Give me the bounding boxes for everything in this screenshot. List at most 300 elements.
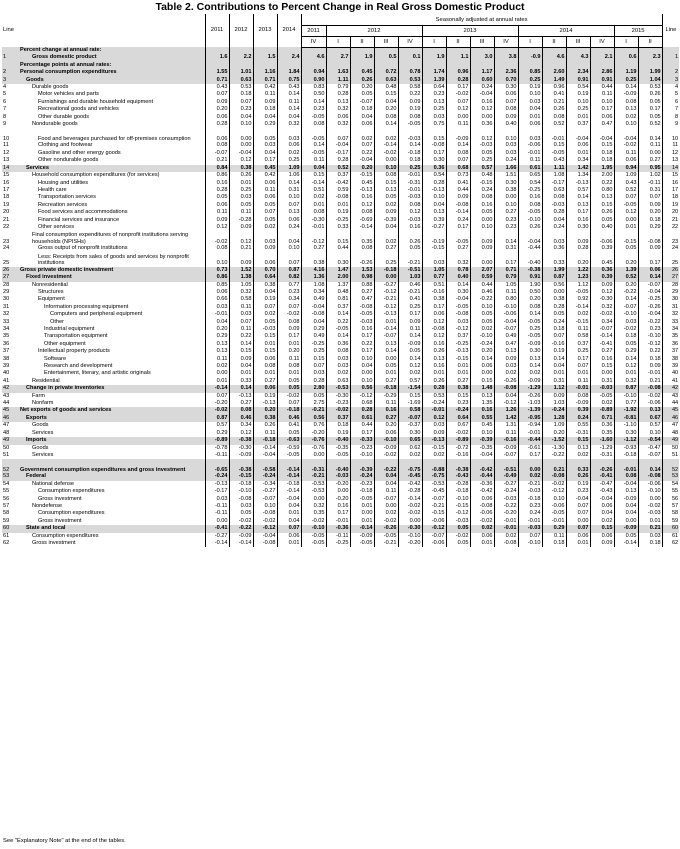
line-number: 44	[662, 400, 679, 407]
value-cell: 0.01	[542, 370, 566, 377]
value-cell: 0.08	[398, 202, 422, 209]
line-number: 38	[3, 355, 10, 362]
value-cell: -0.15	[350, 172, 374, 179]
value-cell: 0.18	[590, 150, 614, 157]
value-cell: 0.04	[518, 106, 542, 113]
table-row	[2, 121, 679, 128]
value-cell: 0.10	[350, 378, 374, 385]
value-cell: 0.41	[277, 422, 301, 429]
value-cell: 0.14	[638, 459, 662, 473]
value-cell: -0.02	[253, 518, 277, 525]
value-cell: 0.85	[216, 281, 228, 288]
row-label: Housing and utilities	[19, 180, 205, 187]
line-number: 8	[3, 113, 7, 120]
value-cell: 0.00	[374, 274, 398, 281]
value-cell: 0.07	[277, 253, 301, 267]
value-cell: -0.22	[638, 319, 662, 326]
value-cell: 0.04	[301, 319, 326, 326]
value-cell: -0.89	[205, 437, 229, 444]
value-cell: 0.52	[542, 121, 566, 128]
value-cell: -0.06	[638, 481, 662, 488]
value-cell: 0.06	[614, 157, 638, 164]
value-cell: 0.04	[350, 114, 374, 121]
value-cell: 0.14	[518, 311, 542, 318]
value-cell: 0.01	[614, 370, 638, 377]
value-cell: 0.28	[566, 245, 590, 252]
value-cell: 1.9	[350, 54, 374, 61]
table-row	[2, 187, 679, 194]
row-label: Structures	[19, 289, 205, 296]
row-label: Food services and accommodations	[19, 209, 205, 216]
value-cell: 0.13	[216, 340, 228, 347]
value-cell: -0.39	[374, 217, 398, 224]
value-cell: 0.01	[350, 518, 374, 525]
value-cell: 0.15	[398, 393, 422, 400]
value-cell: 2.80	[301, 385, 326, 392]
value-cell: -0.02	[614, 142, 638, 149]
value-cell: 0.28	[422, 180, 446, 187]
value-cell: 0.11	[614, 150, 638, 157]
value-cell: -0.12	[494, 400, 518, 407]
value-cell: -0.93	[614, 445, 638, 452]
line-number: 32	[3, 311, 10, 318]
quarter-header: III	[470, 36, 494, 47]
value-cell: 0.05	[277, 378, 301, 385]
value-cell: 0.23	[301, 106, 326, 113]
value-cell: 0.27	[374, 378, 398, 385]
value-cell: 0.12	[422, 333, 446, 340]
table-row	[2, 274, 679, 281]
value-cell: 1.42	[566, 165, 590, 172]
value-cell: -0.08	[350, 304, 374, 311]
value-cell: 0.87	[542, 274, 566, 281]
value-cell: -0.12	[422, 525, 446, 532]
value-cell: -0.02	[470, 518, 494, 525]
value-cell: -0.42	[470, 459, 494, 473]
value-cell: -0.26	[518, 393, 542, 400]
value-cell: 2.86	[590, 69, 614, 76]
value-cell: -0.03	[470, 142, 494, 149]
value-cell: 0.57	[398, 378, 422, 385]
value-cell: 0.08	[253, 363, 277, 370]
line-number: 55	[662, 488, 679, 495]
value-cell: -0.18	[229, 481, 253, 488]
value-cell: 0.08	[566, 393, 590, 400]
value-cell: 0.06	[470, 363, 494, 370]
value-cell: 0.02	[398, 452, 422, 459]
value-cell: 0.38	[301, 253, 326, 267]
value-cell: -0.09	[518, 341, 542, 348]
line-number: 21	[662, 217, 679, 224]
row-label: Consumption expenditures	[19, 510, 205, 517]
value-cell: 0.71	[205, 77, 229, 84]
value-cell: -0.04	[470, 452, 494, 459]
value-cell: 0.12	[470, 106, 494, 113]
value-cell: 0.14	[638, 128, 662, 142]
line-number: 15	[662, 172, 679, 179]
value-cell: 0.05	[638, 114, 662, 121]
value-cell: 0.11	[518, 157, 542, 164]
value-cell: 0.04	[614, 510, 638, 517]
quarter-header: II	[638, 36, 662, 47]
value-cell: 0.05	[470, 209, 494, 216]
value-cell: -0.10	[518, 217, 542, 224]
value-cell: -0.03	[638, 510, 662, 517]
value-cell: 0.00	[446, 114, 470, 121]
quarter-header: II	[542, 36, 566, 47]
value-cell: -0.04	[301, 304, 326, 311]
value-cell: 1.28	[542, 415, 566, 422]
value-cell: 0.78	[398, 69, 422, 76]
row-label: Software	[19, 356, 205, 363]
value-cell: 0.10	[518, 91, 542, 98]
value-cell: -0.21	[374, 296, 398, 303]
value-cell: 0.25	[614, 77, 638, 84]
line-number: 6	[662, 99, 679, 106]
value-cell: 0.17	[446, 224, 470, 231]
value-cell: 0.02	[277, 150, 301, 157]
value-cell: 0.15	[326, 231, 350, 245]
value-cell: 0.55	[470, 415, 494, 422]
value-cell: 1.08	[542, 172, 566, 179]
value-cell: 0.00	[326, 488, 350, 495]
value-cell: 1.12	[566, 282, 590, 289]
value-cell: 0.36	[326, 341, 350, 348]
value-cell: 0.02	[614, 114, 638, 121]
value-cell: 0.20	[374, 422, 398, 429]
value-cell: -0.04	[566, 496, 590, 503]
value-cell: 0.03	[518, 128, 542, 142]
value-cell: -1.29	[518, 385, 542, 392]
value-cell: 0.06	[277, 217, 301, 224]
value-cell: 0.40	[590, 224, 614, 231]
table-row	[2, 378, 679, 385]
value-cell: 0.03	[638, 533, 662, 540]
value-cell: 0.15	[470, 378, 494, 385]
value-cell: 0.10	[566, 99, 590, 106]
value-cell: 0.10	[590, 99, 614, 106]
value-cell: -0.02	[446, 430, 470, 437]
value-cell: 0.03	[422, 422, 446, 429]
value-cell: 0.02	[494, 370, 518, 377]
value-cell: 0.14	[542, 356, 566, 363]
line-number: 53	[2, 473, 19, 480]
value-cell: 0.12	[614, 209, 638, 216]
value-cell: 0.20	[374, 106, 398, 113]
value-cell: 0.30	[494, 84, 518, 91]
value-cell: 0.25	[374, 253, 398, 267]
value-cell: 0.41	[446, 180, 470, 187]
value-cell: 0.08	[229, 407, 253, 414]
value-cell: -0.09	[446, 128, 470, 142]
value-cell: -0.04	[566, 128, 590, 142]
value-cell	[566, 47, 590, 54]
value-cell: 0.27	[494, 209, 518, 216]
value-cell: 0.15	[542, 142, 566, 149]
value-cell: 0.25	[518, 77, 542, 84]
table-row	[2, 77, 679, 84]
value-cell: 0.34	[277, 296, 301, 303]
value-cell: 0.14	[614, 356, 638, 363]
line-number: 33	[3, 318, 10, 325]
value-cell: -0.05	[614, 202, 638, 209]
value-cell: 0.16	[374, 407, 398, 414]
line-number: 39	[3, 363, 10, 370]
value-cell: -0.58	[253, 459, 277, 473]
value-cell: -1.54	[398, 385, 422, 392]
value-cell: 0.06	[566, 142, 590, 149]
line-number: 11	[662, 142, 679, 149]
value-cell: 0.44	[350, 422, 374, 429]
line-number	[2, 47, 19, 54]
row-label: Entertainment, literary, and artistic originals	[19, 370, 205, 377]
value-cell: -0.01	[494, 518, 518, 525]
line-number: 12	[3, 149, 10, 156]
value-cell: 0.07	[277, 202, 301, 209]
table-row	[2, 194, 679, 201]
value-cell: -0.53	[301, 488, 326, 495]
value-cell: 0.12	[398, 363, 422, 370]
value-cell	[229, 47, 253, 54]
value-cell: 0.52	[614, 274, 638, 281]
value-cell: 0.03	[494, 142, 518, 149]
value-cell: -0.08	[542, 473, 566, 480]
row-label: Nondurable goods	[19, 121, 205, 128]
value-cell: 0.13	[614, 488, 638, 495]
value-cell: 0.01	[374, 370, 398, 377]
line-number: 59	[662, 518, 679, 525]
value-cell: 0.07	[253, 304, 277, 311]
value-cell	[518, 47, 542, 54]
value-cell: 0.07	[216, 91, 228, 98]
row-label: Nonresidential	[19, 282, 205, 289]
value-cell: 0.30	[494, 180, 518, 187]
row-label: Research and development	[19, 363, 205, 370]
value-cell: 0.06	[566, 533, 590, 540]
value-cell: 0.94	[614, 165, 638, 172]
value-cell: -0.10	[638, 488, 662, 495]
value-cell: 0.14	[277, 106, 301, 113]
value-cell: 1.47	[326, 267, 350, 274]
value-cell: 0.87	[614, 385, 638, 392]
value-cell: 0.11	[229, 326, 253, 333]
value-cell: 0.20	[614, 253, 638, 267]
value-cell: -0.34	[253, 481, 277, 488]
value-cell: -0.14	[446, 209, 470, 216]
table-row	[2, 54, 679, 61]
value-cell: 3.0	[470, 54, 494, 61]
value-cell: -0.02	[374, 150, 398, 157]
value-cell: -0.36	[326, 525, 350, 532]
value-cell: 1.84	[277, 69, 301, 76]
value-cell: -0.02	[277, 393, 301, 400]
value-cell: -0.21	[374, 540, 398, 547]
value-cell: -0.35	[326, 445, 350, 452]
value-cell: 0.49	[301, 296, 326, 303]
value-cell: 0.00	[229, 142, 253, 149]
row-label: Farm	[19, 393, 205, 400]
table-row	[2, 106, 679, 113]
value-cell: 0.94	[301, 69, 326, 76]
value-cell: -0.12	[350, 393, 374, 400]
value-cell: 0.10	[542, 496, 566, 503]
value-cell: 0.13	[422, 356, 446, 363]
value-cell: -0.81	[614, 415, 638, 422]
value-cell: 0.58	[566, 333, 590, 340]
line-number	[662, 62, 679, 69]
line-number: 18	[662, 194, 679, 201]
value-cell: -1.10	[614, 422, 638, 429]
value-cell: 0.06	[253, 253, 277, 267]
value-cell: 0.01	[277, 370, 301, 377]
quarter-year-header: 2012	[326, 25, 422, 36]
value-cell: 0.36	[470, 121, 494, 128]
value-cell	[422, 62, 446, 69]
value-cell: 0.15	[374, 91, 398, 98]
value-cell: 0.13	[422, 99, 446, 106]
value-cell: -0.15	[229, 473, 253, 480]
value-cell: -0.05	[326, 326, 350, 333]
value-cell: 0.64	[446, 415, 470, 422]
value-cell: 0.29	[216, 429, 228, 436]
line-number: 37	[3, 348, 10, 355]
line-number: 29	[3, 288, 10, 295]
table-row	[2, 128, 679, 142]
value-cell: -0.18	[277, 481, 301, 488]
value-cell: 0.16	[422, 341, 446, 348]
value-cell: -0.31	[566, 430, 590, 437]
value-cell: -0.02	[301, 518, 326, 525]
line-number: 31	[662, 304, 679, 311]
value-cell: 0.15	[253, 348, 277, 355]
value-cell: 0.31	[638, 187, 662, 194]
value-cell: 0.02	[590, 518, 614, 525]
value-cell: -0.27	[214, 532, 228, 539]
table-row	[2, 333, 679, 340]
value-cell: 0.21	[542, 459, 566, 473]
value-cell: -0.05	[350, 496, 374, 503]
section-label: Percent change at annual rate:	[19, 47, 205, 54]
value-cell: 0.86	[205, 274, 229, 281]
value-cell: -0.22	[229, 525, 253, 532]
value-cell: 0.02	[374, 231, 398, 245]
value-cell: 0.43	[614, 180, 638, 187]
value-cell: -0.07	[253, 496, 277, 503]
value-cell: -0.05	[350, 540, 374, 547]
value-cell: -1.12	[614, 437, 638, 444]
value-cell: 0.22	[326, 319, 350, 326]
value-cell: 0.05	[253, 217, 277, 224]
value-cell: 0.14	[446, 142, 470, 149]
value-cell: -0.13	[374, 311, 398, 318]
value-cell: -0.08	[494, 540, 518, 547]
value-cell: 0.29	[253, 121, 277, 128]
table-row	[2, 540, 679, 547]
value-cell	[446, 62, 470, 69]
value-cell: 0.09	[216, 98, 228, 105]
value-cell: 2.75	[301, 400, 326, 407]
row-label: Furnishings and durable household equipment	[19, 99, 205, 106]
value-cell: 0.14	[326, 311, 350, 318]
table-row	[2, 319, 679, 326]
line-header: Line	[662, 14, 679, 47]
section-label: Percentage points at annual rates:	[19, 62, 205, 69]
value-cell: 0.50	[301, 91, 326, 98]
value-cell: 0.01	[229, 370, 253, 377]
value-cell: 0.38	[422, 296, 446, 303]
value-cell: 0.06	[326, 114, 350, 121]
value-cell	[277, 62, 301, 69]
line-number: 15	[3, 172, 10, 179]
value-cell: 0.34	[566, 157, 590, 164]
value-cell: 0.51	[301, 187, 326, 194]
value-cell: 0.27	[590, 348, 614, 355]
value-cell: 0.05	[446, 540, 470, 547]
value-cell: 1.16	[253, 69, 277, 76]
value-cell: -0.23	[326, 400, 350, 407]
value-cell: 0.15	[253, 333, 277, 340]
value-cell: 0.17	[422, 304, 446, 311]
line-number: 24	[662, 245, 679, 252]
value-cell: 0.02	[398, 370, 422, 377]
value-cell: -0.24	[253, 473, 277, 480]
value-cell: 0.12	[590, 289, 614, 296]
value-cell: 0.00	[638, 496, 662, 503]
value-cell: 0.04	[301, 165, 326, 172]
value-cell: 1.12	[542, 385, 566, 392]
value-cell: 0.02	[350, 128, 374, 142]
value-cell: -0.18	[350, 488, 374, 495]
value-cell: 0.16	[216, 179, 228, 186]
value-cell: 0.09	[470, 245, 494, 252]
value-cell: 0.16	[350, 194, 374, 201]
value-cell: 0.05	[350, 91, 374, 98]
value-cell: 0.09	[398, 99, 422, 106]
value-cell: -0.08	[253, 510, 277, 517]
value-cell	[253, 47, 277, 54]
row-label: Equipment	[19, 296, 205, 303]
value-cell: 0.22	[229, 333, 253, 340]
value-cell: 0.23	[422, 91, 446, 98]
value-cell: 0.14	[494, 231, 518, 245]
line-number: 54	[662, 481, 679, 488]
value-cell: 0.08	[301, 209, 326, 216]
value-cell: 0.36	[422, 165, 446, 172]
value-cell: 0.45	[470, 422, 494, 429]
value-cell: 0.11	[301, 157, 326, 164]
value-cell: -0.44	[518, 437, 542, 444]
value-cell: 0.08	[277, 319, 301, 326]
value-cell: 0.01	[301, 202, 326, 209]
value-cell: 0.28	[542, 209, 566, 216]
value-cell: 1.11	[542, 165, 566, 172]
value-cell: 0.08	[542, 194, 566, 201]
value-cell: 0.26	[422, 348, 446, 355]
value-cell: 0.33	[566, 459, 590, 473]
line-number: 48	[3, 429, 10, 436]
value-cell: 0.26	[542, 106, 566, 113]
value-cell: 0.20	[350, 84, 374, 91]
value-cell: -0.12	[446, 326, 470, 333]
value-cell: 0.08	[542, 114, 566, 121]
value-cell: 0.47	[590, 121, 614, 128]
value-cell: 2.07	[470, 267, 494, 274]
value-cell: 0.06	[253, 385, 277, 392]
value-cell: -0.05	[350, 311, 374, 318]
value-cell: -0.14	[374, 142, 398, 149]
table-row	[2, 415, 679, 422]
value-cell: -0.11	[215, 510, 228, 517]
